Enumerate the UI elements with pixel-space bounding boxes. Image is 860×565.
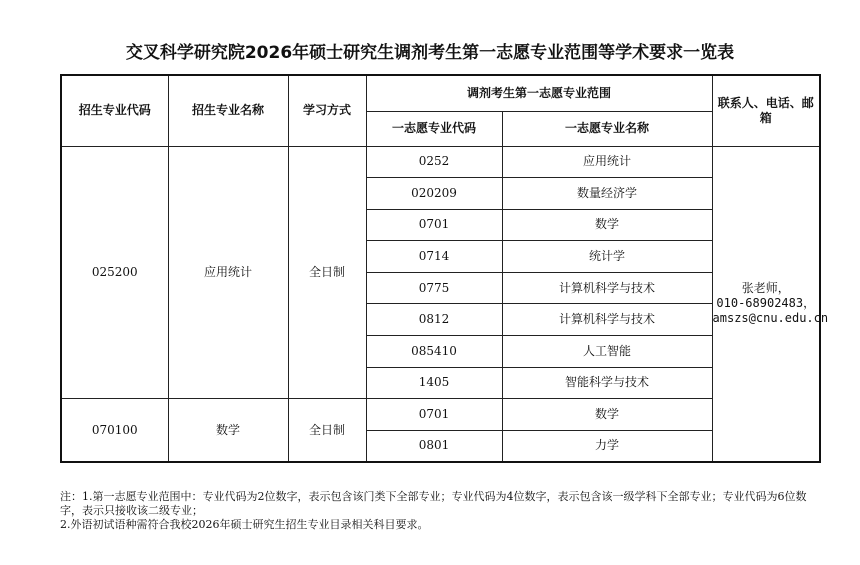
requirements-table bbox=[60, 74, 829, 463]
major-code-cell: 070100 bbox=[61, 399, 168, 462]
header-first-choice-name: 一志愿专业名称 bbox=[502, 111, 712, 146]
first-choice-name-cell: 数学 bbox=[502, 209, 712, 241]
first-choice-code-cell: 0701 bbox=[366, 399, 502, 431]
footnotes bbox=[60, 490, 820, 532]
first-choice-code-cell: 0775 bbox=[366, 272, 502, 304]
header-first-choice-code: 一志愿专业代码 bbox=[366, 111, 502, 146]
first-choice-code-cell: 0714 bbox=[366, 241, 502, 273]
first-choice-code-cell: 0252 bbox=[366, 146, 502, 178]
major-name-cell: 数学 bbox=[168, 399, 288, 462]
contact-cell bbox=[712, 146, 829, 462]
first-choice-code-cell: 0701 bbox=[366, 209, 502, 241]
first-choice-name-cell: 人工智能 bbox=[502, 336, 712, 368]
first-choice-name-cell: 力学 bbox=[502, 430, 712, 462]
first-choice-name-cell: 数学 bbox=[502, 399, 712, 431]
header-major-name: 招生专业名称 bbox=[168, 75, 288, 146]
major-code-cell: 025200 bbox=[61, 146, 168, 399]
header-major-code: 招生专业代码 bbox=[61, 75, 168, 146]
contact-email: amszs@cnu.edu.cn bbox=[712, 311, 829, 326]
study-mode-cell: 全日制 bbox=[288, 146, 366, 399]
footnote-1: 注：1.第一志愿专业范围中：专业代码为2位数字，表示包含该门类下全部专业；专业代码为4位数字，表示包含该一级学科下全部专业；专业代码为6位数字，表示只接收该二级专业； bbox=[60, 490, 807, 517]
first-choice-name-cell: 数量经济学 bbox=[502, 178, 712, 210]
first-choice-code-cell: 0812 bbox=[366, 304, 502, 336]
header-contact bbox=[712, 75, 820, 146]
first-choice-code-cell: 085410 bbox=[366, 336, 502, 368]
major-name-cell: 应用统计 bbox=[168, 146, 288, 399]
header-first-choice-range: 调剂考生第一志愿专业范围 bbox=[366, 75, 712, 111]
first-choice-name-cell: 计算机科学与技术 bbox=[502, 304, 712, 336]
page-title: 交叉科学研究院2026年硕士研究生调剂考生第一志愿专业范围等学术要求一览表 bbox=[125, 43, 735, 63]
header-study-mode: 学习方式 bbox=[288, 75, 366, 146]
first-choice-name-cell: 统计学 bbox=[502, 241, 712, 273]
first-choice-name-cell: 应用统计 bbox=[502, 146, 712, 178]
first-choice-code-cell: 0801 bbox=[366, 430, 502, 462]
first-choice-name-cell: 计算机科学与技术 bbox=[502, 272, 712, 304]
table-row bbox=[61, 399, 820, 431]
first-choice-name-cell: 智能科学与技术 bbox=[502, 367, 712, 399]
table-header-row bbox=[61, 75, 820, 111]
study-mode-cell: 全日制 bbox=[288, 399, 366, 462]
first-choice-code-cell: 1405 bbox=[366, 367, 502, 399]
table-row bbox=[61, 146, 820, 178]
contact-phone: 010-68902483， bbox=[716, 296, 816, 311]
first-choice-code-cell: 020209 bbox=[366, 178, 502, 210]
header-contact-label: 联系人、电话、邮箱 bbox=[717, 95, 814, 125]
footnote-2: 2.外语初试语种需符合我校2026年硕士研究生招生专业目录相关科目要求。 bbox=[60, 518, 429, 531]
contact-name: 张老师， bbox=[741, 281, 790, 296]
